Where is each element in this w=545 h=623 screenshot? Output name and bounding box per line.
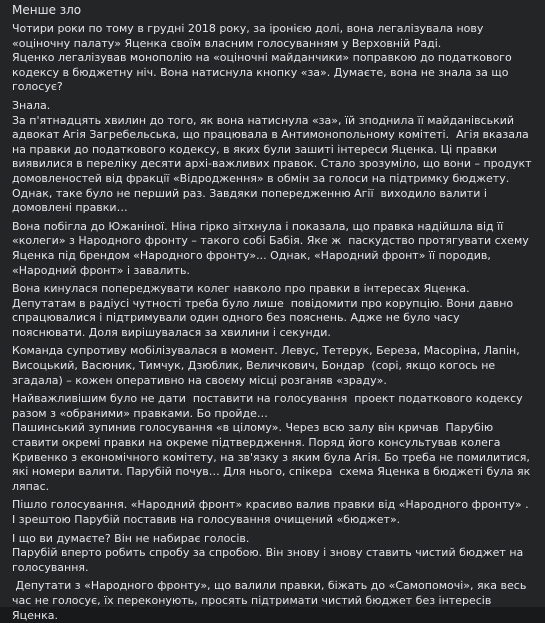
post-paragraph-7: Пішло голосування. «Народний фронт» красиво валив правки від «Народного фронту» . І зрештою Парубій поставив на голосування очищений «бюджет». xyxy=(12,498,533,526)
post-paragraph-1: Чотири роки по тому в грудні 2018 року, за іронією долі, вона легалізувала нову «оціночну палату» Яценка своїм власним голосуванням у Верховній Раді. Яценко легалізував монополію на «оціночні майданчики» поправкою до податкового кодексу в бюджетну ніч. Вона натиснула кнопку «за». Думаєте, вона не знала за що голосує? xyxy=(12,22,512,94)
post-paragraph-4: Вона кинулася попереджувати колег навколо про правки в інтересах Яценка. Депутатам в радіусі чутності треба було лише повідомити про корупцію. Вони давно спрацювалися і підтримували один одного без пояснень. Адже не було часу пояснювати. Доля вирішувалася за хвилини і секунди. xyxy=(12,282,517,339)
post-title: Менше зло xyxy=(12,3,82,17)
post-paragraph-3: Вона побігла до Южаніної. Ніна гірко зітхнула і показала, що правка надійшла від її «колеги» з Народного фронту – такого собі Бабія. Яке ж паскудство протягувати схему Яценка під брендом «Народного фронту»... Однак, «Народний фронт» її породив, «Народний фронт» і завалить. xyxy=(12,219,533,277)
post-paragraph-9: Депутати з «Народного фронту», що валили правки, біжать до «Самопомочі», яка весь час не голосує, їх переконують, просять підтримати чистий бюджет без інтересів Яценка. xyxy=(12,579,530,622)
post-paragraph-5: Команда супротиву мобілізувалася в момент. Левус, Тетерук, Береза, Масоріна, Лапін, Висоцький, Васюник, Тимчук, Дзюблик, Величкович, Бондар (сорі, якщо когось не згадала) – кожен оперативно на своєму місці розганяв «зраду». xyxy=(12,344,524,387)
post-paragraph-8: І що ви думаєте? Він не набирає голосів. Парубій вперто робить спробу за спробою. Він знову і знову ставить чистий бюджет на голосування. xyxy=(12,531,524,574)
post-paragraph-6: Найважливішим було не дати поставити на голосування проект податкового кодексу разом з «обраними» правками. Бо пройде… Пашинський зупинив голосування «в цілому». Через всю залу він кричав Парубію ставити окремі правки на окреме підтвердження. Поряд його консультував колега Кривенко з економічного комітету, на зв'язку з яким була Агія. Бо треба не помилитися, які номери валити. Парубій почув… Для нього, спікера схема Яценка в бюджеті була як ляпас. xyxy=(12,392,531,493)
post-body xyxy=(12,22,533,623)
post-paragraph-2: Знала. За п'ятнадцять хвилин до того, як вона натиснула «за», їй зподнила її майданівський адвокат Агія Загребельська, що працювала в Антимонопольному комітеті. Агія вказала на правки до податкового кодексу, в яких були зашиті інтереси Яценка. Ці правки виявилися в переліку десяти архі-важливих правок. Стало зрозуміло, що вони – продукт домовленостей від фракції «Відродження» в обмін за голоси на підтримку бюджету. Однак, таке було не перший раз. Завдяки попередженню Агії виходило валити і домовлені правки… xyxy=(12,98,532,215)
